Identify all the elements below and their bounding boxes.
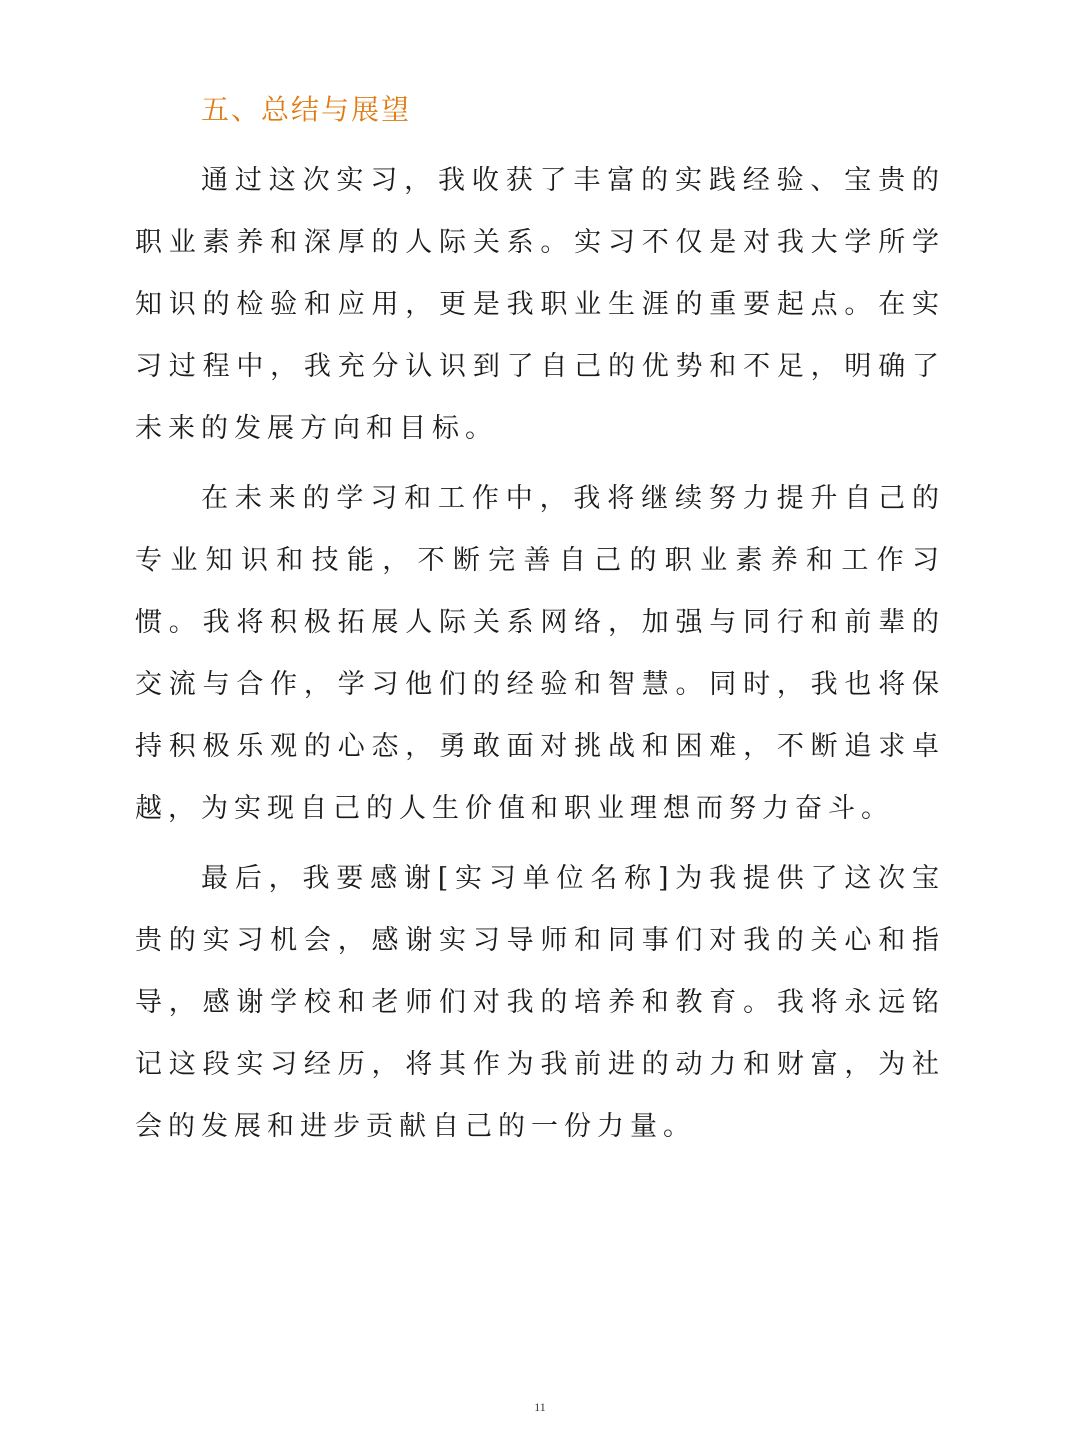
page-content — [135, 88, 945, 1166]
paragraph-summary: 通过这次实习，我收获了丰富的实践经验、宝贵的职业素养和深厚的人际关系。实习不仅是对我大学所学知识的检验和应用，更是我职业生涯的重要起点。在实习过程中，我充分认识到了自己的优势和不足，明确了未来的发展方向和目标。 — [135, 165, 945, 444]
page-number: 11 — [534, 1400, 546, 1414]
paragraph-thanks: 最后，我要感谢[实习单位名称]为我提供了这次宝贵的实习机会，感谢实习导师和同事们对我的关心和指导，感谢学校和老师们对我的培养和教育。我将永远铭记这段实习经历，将其作为我前进的动力和财富，为社会的发展和进步贡献自己的一份力量。 — [135, 863, 945, 1142]
section-heading: 五、总结与展望 — [201, 93, 412, 126]
paragraph-future: 在未来的学习和工作中，我将继续努力提升自己的专业知识和技能，不断完善自己的职业素养和工作习惯。我将积极拓展人际关系网络，加强与同行和前辈的交流与合作，学习他们的经验和智慧。同时，我也将保持积极乐观的心态，勇敢面对挑战和困难，不断追求卓越，为实现自己的人生价值和职业理想而努力奋斗。 — [135, 483, 945, 824]
